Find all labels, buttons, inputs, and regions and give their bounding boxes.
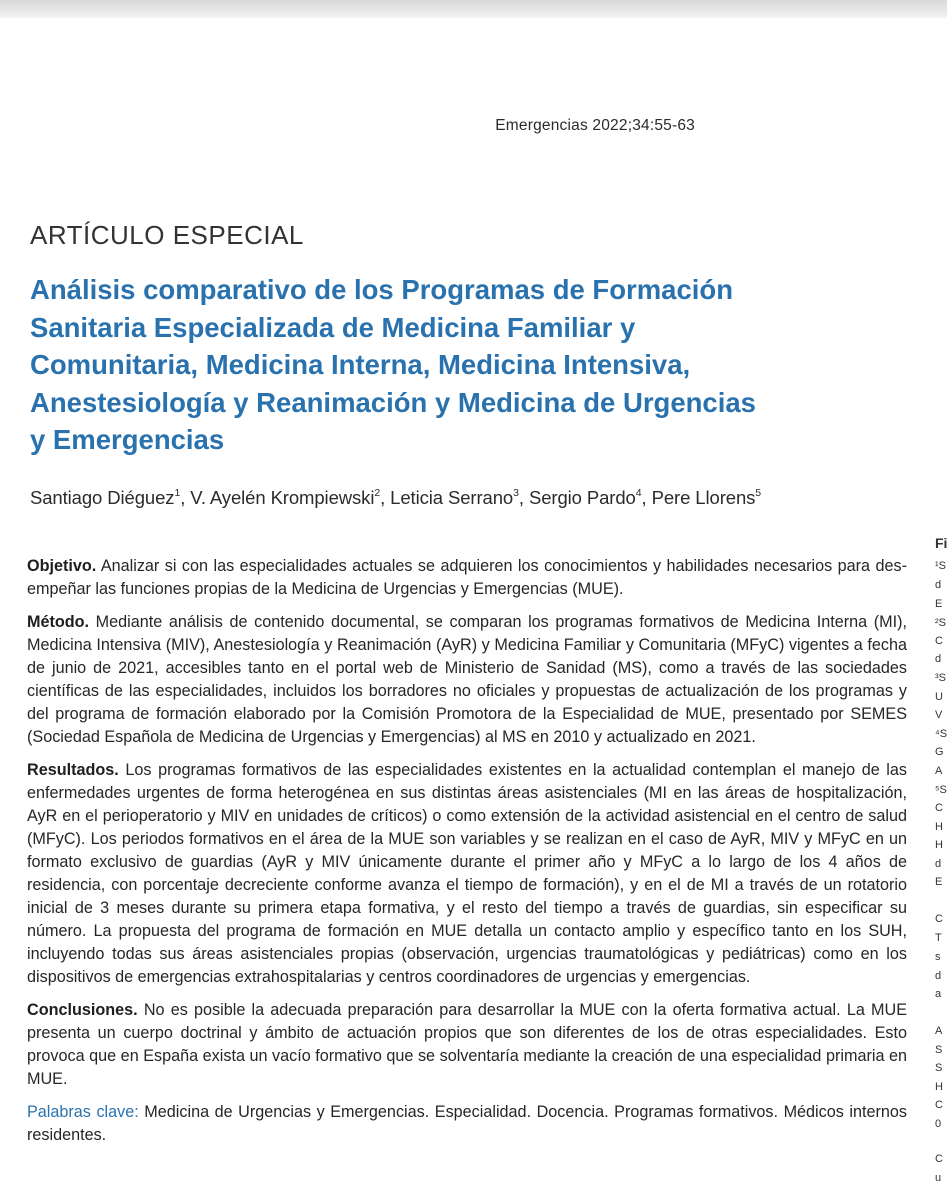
side-column-fragment: d bbox=[935, 970, 942, 982]
author-name: Sergio Pardo bbox=[528, 487, 636, 508]
keywords-text: Medicina de Urgencias y Emergencias. Especialidad. Docencia. Programas formativos. Médicos internos residentes. bbox=[27, 1103, 907, 1144]
side-column-fragment: A bbox=[935, 1025, 943, 1037]
side-column-fragment: E bbox=[935, 876, 943, 888]
affiliation-mark: 3 bbox=[513, 487, 519, 499]
abstract-conclusiones bbox=[27, 999, 907, 1091]
side-column-fragment: d bbox=[935, 858, 942, 870]
journal-reference: Emergencias 2022;34:55-63 bbox=[495, 117, 695, 134]
side-column-fragment: u bbox=[935, 1172, 942, 1184]
side-column-fragment: V bbox=[935, 709, 943, 721]
abstract-metodo bbox=[27, 611, 907, 749]
side-column-fragment: C bbox=[935, 913, 943, 925]
section-label: ARTÍCULO ESPECIAL bbox=[30, 220, 304, 250]
side-column-fragment: E bbox=[935, 598, 943, 610]
abstract-resultados bbox=[27, 759, 907, 989]
metodo-label: Método. bbox=[27, 613, 90, 631]
resultados-label: Resultados. bbox=[27, 761, 119, 779]
side-column-fragment: C bbox=[935, 1153, 943, 1165]
title-line: Análisis comparativo de los Programas de Formación bbox=[30, 274, 733, 305]
side-column-fragment: Fi bbox=[935, 535, 947, 551]
side-column-fragment: T bbox=[935, 932, 942, 944]
side-column-fragment: C bbox=[935, 1099, 943, 1111]
side-column-fragment: U bbox=[935, 691, 943, 703]
side-column-fragment: d bbox=[935, 579, 942, 591]
side-column-fragment: H bbox=[935, 821, 943, 833]
author-list: Santiago Diéguez$^1$, V. Ayelén Krompiewski$^2$, Leticia Serrano$^3$, Sergio Pardo$^4$, Pere Llorens$^5$ bbox=[30, 487, 762, 508]
side-column-fragment: ¹S bbox=[935, 560, 946, 572]
title-line: Anestesiología y Reanimación y Medicina de Urgencias bbox=[30, 386, 756, 418]
title-line: Sanitaria Especializada de Medicina Familiar y bbox=[30, 311, 636, 343]
title-line: Comunitaria, Medicina Interna, Medicina Intensiva, bbox=[30, 349, 691, 380]
article-title bbox=[30, 271, 900, 459]
conclusiones-text: No es posible la adecuada preparación para desarrollar la MUE con la oferta formativa actual. La MUE presenta un cuerpo doctrinal y ámbito de actuación propios que son diferentes de los de otras especialidades. Esto provoca que en España exista un vacío formativo que se solventaría mediante la creación de una especialidad primaria en MUE. bbox=[27, 1001, 907, 1088]
metodo-text: Mediante análisis de contenido documental, se comparan los programas formativos de Medicina Interna (MI), Medicina Intensiva (MIV), Anestesiología y Reanimación (AyR) y Medicina Familiar y Comunitaria (MFyC) vigentes a fecha de junio de 2021, accesibles tanto en el portal web de Ministerio de Sanidad (MS), como a través de las sociedades científicas de las especialidades, incluidos los borradores no oficiales y propuestas de actualización de los programas y del programa de formación elaborado por la Comisión Promotora de la Especialidad de MUE, presentado por SEMES (Sociedad Española de Medicina de Urgencias y Emergencias) al MS en 2010 y actualizado en 2021. bbox=[27, 613, 907, 746]
objetivo-label: Objetivo. bbox=[27, 557, 97, 575]
journal-page bbox=[0, 18, 947, 1200]
resultados-text: Los programas formativos de las especialidades existentes en la actualidad contemplan el manejo de las enfermedades urgentes de forma heterogénea en sus distintas áreas asistenciales (MI en las áreas de hospitalización, AyR en el perioperatorio y MIV en unidades de críticos) o como extensión de la actividad asistencial en el centro de salud (MFyC). Los periodos formativos en el área de la MUE son variables y se realizan en el caso de AyR, MIV y MFyC en un formato exclusivo de guardias (AyR y MIV únicamente durante el primer año y MFyC a lo largo de los 4 años de residencia, con porcentaje decreciente conforme avanza el tiempo de formación), y en el de MI a través de un rotatorio inicial de 3 meses durante su primera etapa formativa, y el resto del tiempo a través de guardias, sin especificar su número. La propuesta del programa de formación en MUE detalla un contacto amplio y específico tanto en los SUH, incluyendo todas sus áreas asistenciales propias (observación, urgencias traumatológicas y pediátricas) como en los dispositivos de emergencias extrahospitalarias y centros coordinadores de urgencias y emergencias. bbox=[27, 761, 907, 986]
side-column-fragment: S bbox=[935, 1062, 943, 1074]
photo-top-edge bbox=[0, 0, 947, 18]
author-name: Pere Llorens bbox=[651, 487, 756, 508]
side-column-fragment: 0 bbox=[935, 1118, 942, 1130]
side-column-fragment: H bbox=[935, 839, 943, 851]
side-column-fragment: C bbox=[935, 635, 943, 647]
abstract-objetivo bbox=[27, 555, 907, 601]
side-column-fragment: ³S bbox=[935, 672, 946, 684]
side-column-fragment: d bbox=[935, 653, 942, 665]
side-column-fragment: H bbox=[935, 1081, 943, 1093]
affiliation-mark: 4 bbox=[635, 487, 642, 499]
side-column-fragment: a bbox=[935, 988, 942, 1000]
conclusiones-label: Conclusiones. bbox=[27, 1001, 138, 1019]
affiliation-mark: 1 bbox=[174, 487, 181, 499]
cropped-side-column bbox=[935, 18, 947, 1200]
objetivo-text: Analizar si con las especialidades actuales se adquieren los conocimientos y habilidades necesarios para desempeñar las funciones propias de la Medicina de Urgencias y Emergencias (MUE). bbox=[27, 557, 907, 598]
side-column-fragment: A bbox=[935, 765, 943, 777]
side-column-fragment: ²S bbox=[935, 617, 946, 629]
author-name: Leticia Serrano bbox=[390, 487, 514, 508]
side-column-fragment: C bbox=[935, 802, 943, 814]
abstract bbox=[27, 555, 907, 1157]
side-column-fragment: s bbox=[935, 951, 941, 963]
author-name: Santiago Diéguez bbox=[30, 487, 175, 508]
title-line: y Emergencias bbox=[30, 424, 225, 455]
author-name: V. Ayelén Krompiewski bbox=[190, 487, 375, 508]
side-column-fragment: ⁵S bbox=[935, 784, 947, 796]
side-column-fragment: ⁴S bbox=[935, 728, 947, 740]
abstract-keywords bbox=[27, 1101, 907, 1147]
side-column-fragment: S bbox=[935, 1044, 943, 1056]
keywords-label: Palabras clave: bbox=[27, 1103, 139, 1121]
affiliation-mark: 2 bbox=[374, 487, 381, 499]
affiliation-mark: 5 bbox=[755, 487, 762, 499]
side-column-fragment: G bbox=[935, 746, 944, 758]
